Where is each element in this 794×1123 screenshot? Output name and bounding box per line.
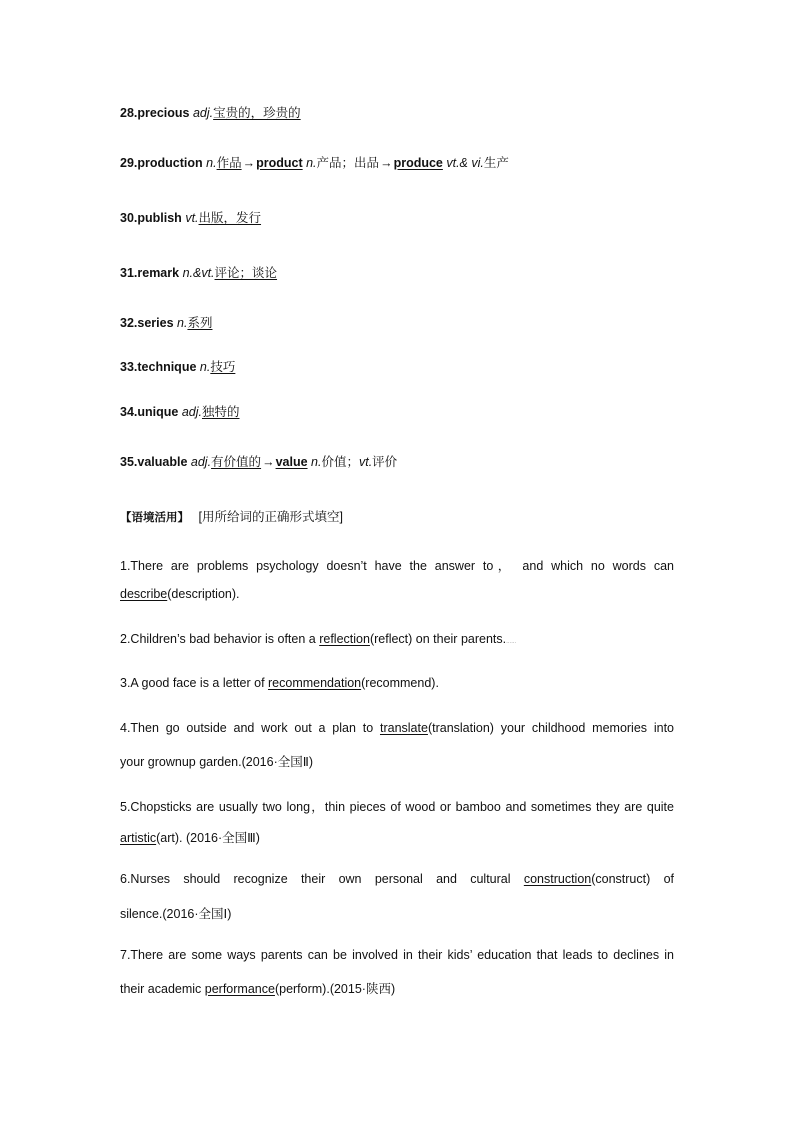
vocab-item-34 — [120, 402, 240, 420]
exercise-line — [120, 979, 395, 997]
answer-blank: reflection — [319, 632, 370, 646]
exercise-text: 3.A good face is a letter of — [120, 676, 269, 690]
section-instruction: [用所给词的正确形式填空] — [198, 510, 343, 524]
part-of-speech: adj. — [192, 106, 214, 120]
exercise-line — [120, 797, 674, 815]
related-word: product — [256, 156, 303, 170]
exercise-line — [120, 828, 260, 846]
exercise-text: (perform).(2015·陕西) — [274, 982, 396, 996]
part-of-speech: adj. — [190, 455, 212, 469]
related-meaning: 产品；出品 — [316, 156, 380, 170]
vocab-word: 35.valuable — [120, 455, 188, 469]
ellipsis-mark: …… — [506, 639, 517, 645]
answer-blank: describe — [120, 587, 168, 601]
related-meaning: 生产 — [483, 156, 509, 170]
part-of-speech: n. — [199, 360, 211, 374]
arrow-icon: → — [380, 156, 393, 170]
related-word: produce — [393, 156, 443, 170]
exercise-3 — [120, 676, 439, 690]
vocab-meaning: 独特的 — [201, 405, 240, 419]
vocab-item-32 — [120, 313, 212, 331]
part-of-speech: n. — [206, 156, 217, 170]
answer-blank: recommendation — [268, 676, 362, 690]
vocab-meaning: 评论；谈论 — [214, 266, 278, 280]
vocab-word: 34.unique — [120, 405, 179, 419]
vocab-item-33 — [120, 357, 235, 375]
answer-blank: artistic — [120, 831, 157, 845]
vocab-meaning: 系列 — [187, 316, 213, 330]
vocab-meaning: 技巧 — [210, 360, 236, 374]
vocab-meaning: 出版，发行 — [198, 211, 262, 225]
exercise-line — [120, 948, 674, 962]
vocab-item-35 — [120, 452, 397, 470]
exercise-line — [120, 752, 313, 770]
exercise-text: (translation) your childhood memories into — [427, 721, 674, 735]
vocab-item-31 — [120, 263, 277, 281]
exercise-text: 1.There are problems psychology doesn’t have the answer to， and which no words can — [120, 559, 674, 573]
vocab-word: 31.remark — [120, 266, 180, 280]
part-of-speech: n. — [306, 156, 317, 170]
answer-blank: performance — [204, 982, 275, 996]
exercise-text: your grownup garden.(2016·全国Ⅱ) — [120, 755, 314, 769]
answer-blank: construction — [523, 872, 592, 886]
exercise-text: 2.Children’s bad behavior is often a — [120, 632, 320, 646]
part-of-speech: n. — [177, 316, 188, 330]
part-of-speech: n. — [311, 455, 322, 469]
exercise-text: (reflect) on their parents. — [369, 632, 507, 646]
exercise-text: (construct) of — [591, 872, 675, 886]
vocab-word: 28.precious — [120, 106, 190, 120]
exercise-text: their academic — [120, 982, 205, 996]
exercise-2 — [120, 632, 516, 646]
exercise-line — [120, 872, 674, 886]
exercise-text: (description). — [167, 587, 240, 601]
related-word: value — [275, 455, 308, 469]
exercise-line — [120, 721, 674, 735]
arrow-icon: → — [262, 455, 275, 469]
part-of-speech: vt. — [185, 211, 199, 225]
arrow-icon: → — [242, 156, 256, 170]
exercise-line — [120, 556, 674, 574]
related-meaning: 价值； — [321, 455, 359, 469]
related-meaning: 评价 — [372, 455, 398, 469]
part-of-speech: vt.& vi. — [446, 156, 484, 170]
vocab-meaning: 有价值的 — [211, 455, 262, 469]
exercise-text: 4.Then go outside and work out a plan to — [120, 721, 380, 735]
vocab-word: 29.production — [120, 156, 203, 170]
vocab-item-30 — [120, 208, 261, 226]
vocab-item-28 — [120, 103, 301, 121]
section-label: 【语境活用】 — [120, 512, 189, 524]
exercise-text: (art). (2016·全国Ⅲ) — [156, 831, 260, 845]
vocab-word: 32.series — [120, 316, 174, 330]
part-of-speech: adj. — [181, 405, 202, 419]
answer-blank: translate — [379, 721, 428, 735]
vocab-word: 33.technique — [120, 360, 197, 374]
exercise-text: 5.Chopsticks are usually two long，thin pieces of wood or bamboo and sometimes they are quite — [120, 800, 674, 814]
exercise-text: 7.There are some ways parents can be involved in their kids’ education that leads to declines in — [120, 948, 674, 962]
vocab-word: 30.publish — [120, 211, 182, 225]
part-of-speech: vt. — [358, 455, 373, 469]
section-header — [120, 507, 343, 525]
part-of-speech: n.&vt. — [182, 266, 215, 280]
exercise-text: silence.(2016·全国Ⅰ) — [120, 907, 232, 921]
vocab-item-29 — [120, 153, 509, 171]
exercise-text: 6.Nurses should recognize their own personal and cultural — [120, 872, 524, 886]
vocab-meaning: 作品 — [216, 156, 242, 170]
exercise-text: (recommend). — [361, 676, 439, 690]
exercise-line — [120, 587, 240, 601]
exercise-line — [120, 904, 231, 922]
vocab-meaning: 宝贵的，珍贵的 — [213, 106, 301, 120]
